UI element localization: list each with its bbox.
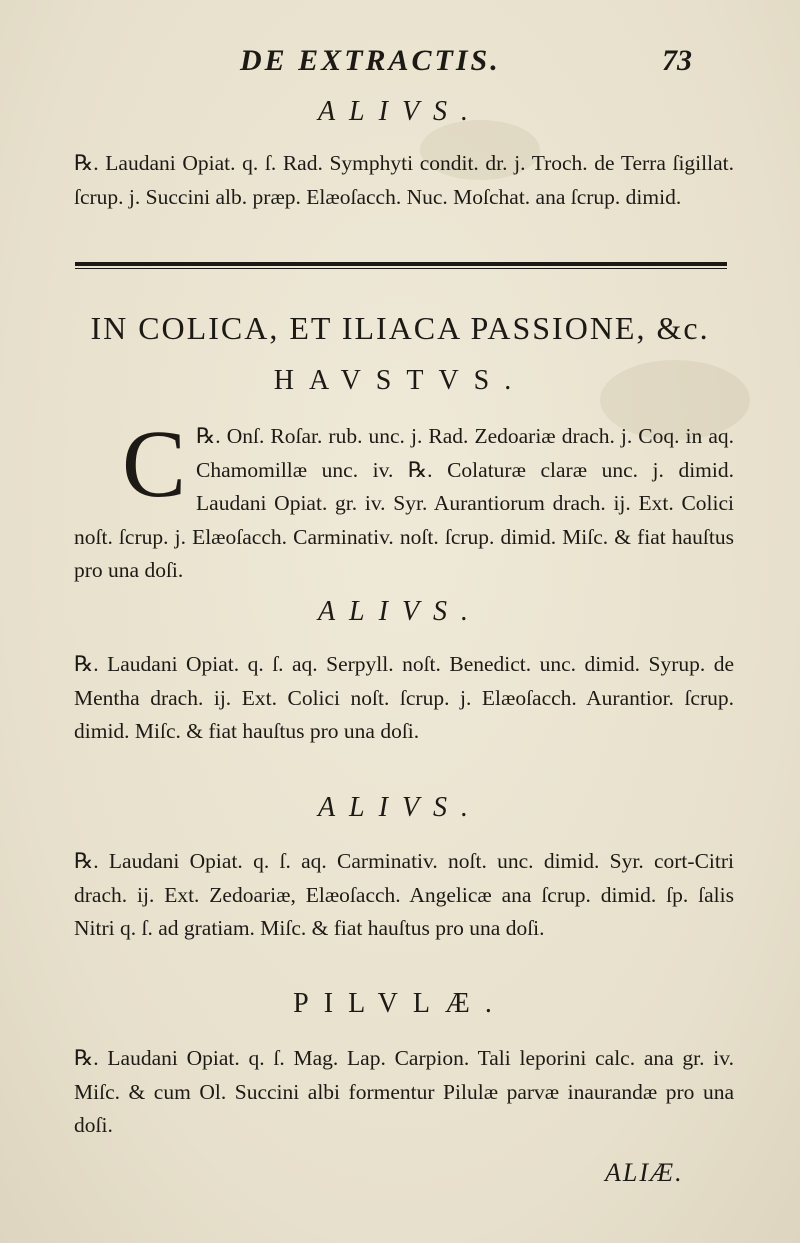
section-divider <box>75 262 727 269</box>
chapter-title: IN COLICA, ET ILIACA PASSIONE, &c. <box>90 310 710 346</box>
catchword: ALIÆ. <box>605 1158 684 1187</box>
section-heading: ALIVS. <box>317 596 483 627</box>
recipe-paragraph <box>74 410 734 588</box>
running-head-title: DE EXTRACTIS. <box>240 44 501 77</box>
page-number: 73 <box>662 44 692 77</box>
section-heading: ALIVS. <box>317 96 483 127</box>
section-heading: PILVLÆ. <box>293 988 507 1019</box>
recipe-paragraph: ℞. Laudani Opiat. q. ſ. Rad. Symphyti condit. dr. j. Troch. de Terra ſigillat. ſcrup. j. Succini alb. præp. Elæoſacch. Nuc. Moſchat. ana ſcrup. dimid. <box>74 151 734 209</box>
recipe-paragraph: ℞. Laudani Opiat. q. ſ. Mag. Lap. Carpion. Tali leporini calc. ana gr. iv. Miſc. & cum Ol. Succini albi formentur Pilulæ parvæ inaurandæ pro una doſi. <box>74 1046 734 1137</box>
recipe-paragraph: ℞. Laudani Opiat. q. ſ. aq. Serpyll. noſt. Benedict. unc. dimid. Syrup. de Mentha drach. ij. Ext. Colici noſt. ſcrup. j. Elæoſacch. Aurantior. ſcrup. dimid. Miſc. & fiat hauſtus pro una doſi. <box>74 652 734 743</box>
running-head <box>0 44 800 84</box>
section-heading: HAVSTVS. <box>273 365 527 396</box>
recipe-paragraph: ℞. Laudani Opiat. q. ſ. aq. Carminativ. noſt. unc. dimid. Syr. cort-Citri drach. ij. Ext. Zedoariæ, Elæoſacch. Angelicæ ana ſcrup. dimid. ſp. ſalis Nitri q. ſ. ad gratiam. Miſc. & fiat hauſtus pro una doſi. <box>74 849 734 940</box>
section-heading: ALIVS. <box>317 792 483 823</box>
recipe-text: ℞. Onſ. Roſar. rub. unc. j. Rad. Zedoariæ drach. j. Coq. in aq. Chamomillæ unc. iv. ℞. Colaturæ claræ unc. j. dimid. Laudani Opiat. gr. iv. Syr. Aurantiorum drach. ij. Ext. Colici noſt. ſcrup. j. Elæoſacch. Carminativ. noſt. ſcrup. dimid. Miſc. & fiat hauſtus pro una doſi. <box>74 424 734 582</box>
drop-cap: C <box>122 410 187 517</box>
